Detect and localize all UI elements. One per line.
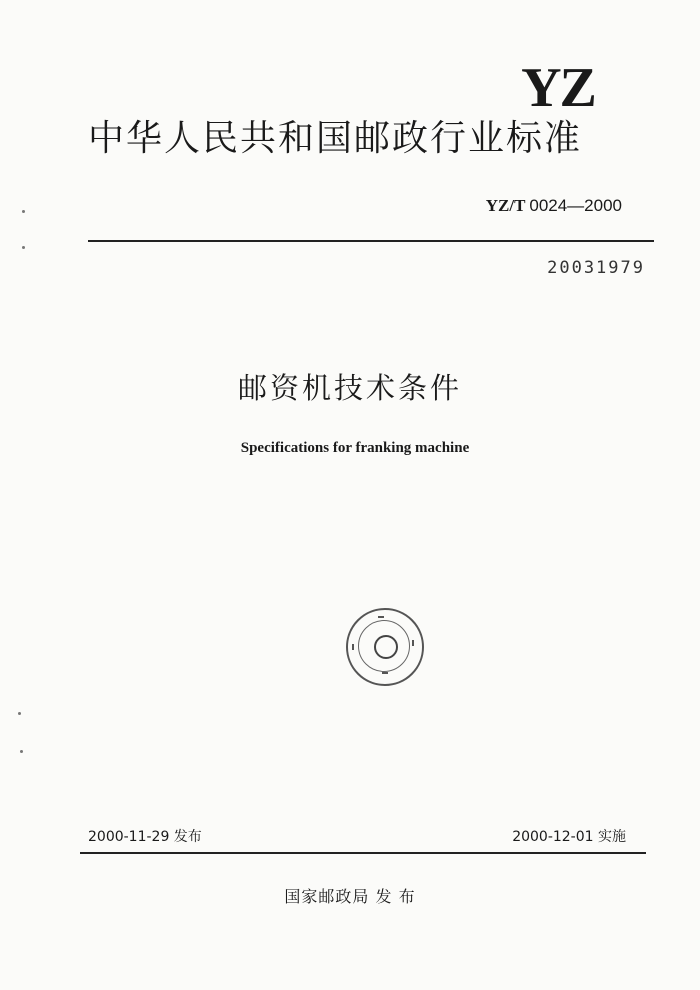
stamp-mark [378, 616, 384, 618]
standard-code: YZ [521, 57, 595, 119]
scan-speck [22, 246, 25, 249]
handwritten-number: 20031979 [547, 258, 645, 278]
library-stamp [346, 608, 424, 686]
stamp-mark [352, 644, 354, 650]
bottom-divider [80, 852, 646, 854]
standard-number-value: 0024—2000 [529, 196, 622, 215]
standard-number [470, 196, 622, 216]
scan-speck [20, 750, 23, 753]
stamp-mark [412, 640, 414, 646]
standard-title: 中华人民共和国邮政行业标准 [88, 118, 583, 159]
scan-speck [22, 210, 25, 213]
stamp-mark [382, 672, 388, 674]
stamp-core [374, 635, 398, 659]
document-title-en: Specifications for franking machine [240, 440, 470, 456]
top-divider [88, 240, 654, 242]
publisher: 国家邮政局 发 布 [284, 887, 416, 906]
scan-speck [18, 712, 21, 715]
standard-number-prefix: YZ/T [485, 196, 526, 215]
issue-date: 2000-11-29 发布 [88, 829, 202, 845]
document-title-cn: 邮资机技术条件 [237, 371, 462, 405]
effective-date: 2000-12-01 实施 [512, 829, 626, 845]
